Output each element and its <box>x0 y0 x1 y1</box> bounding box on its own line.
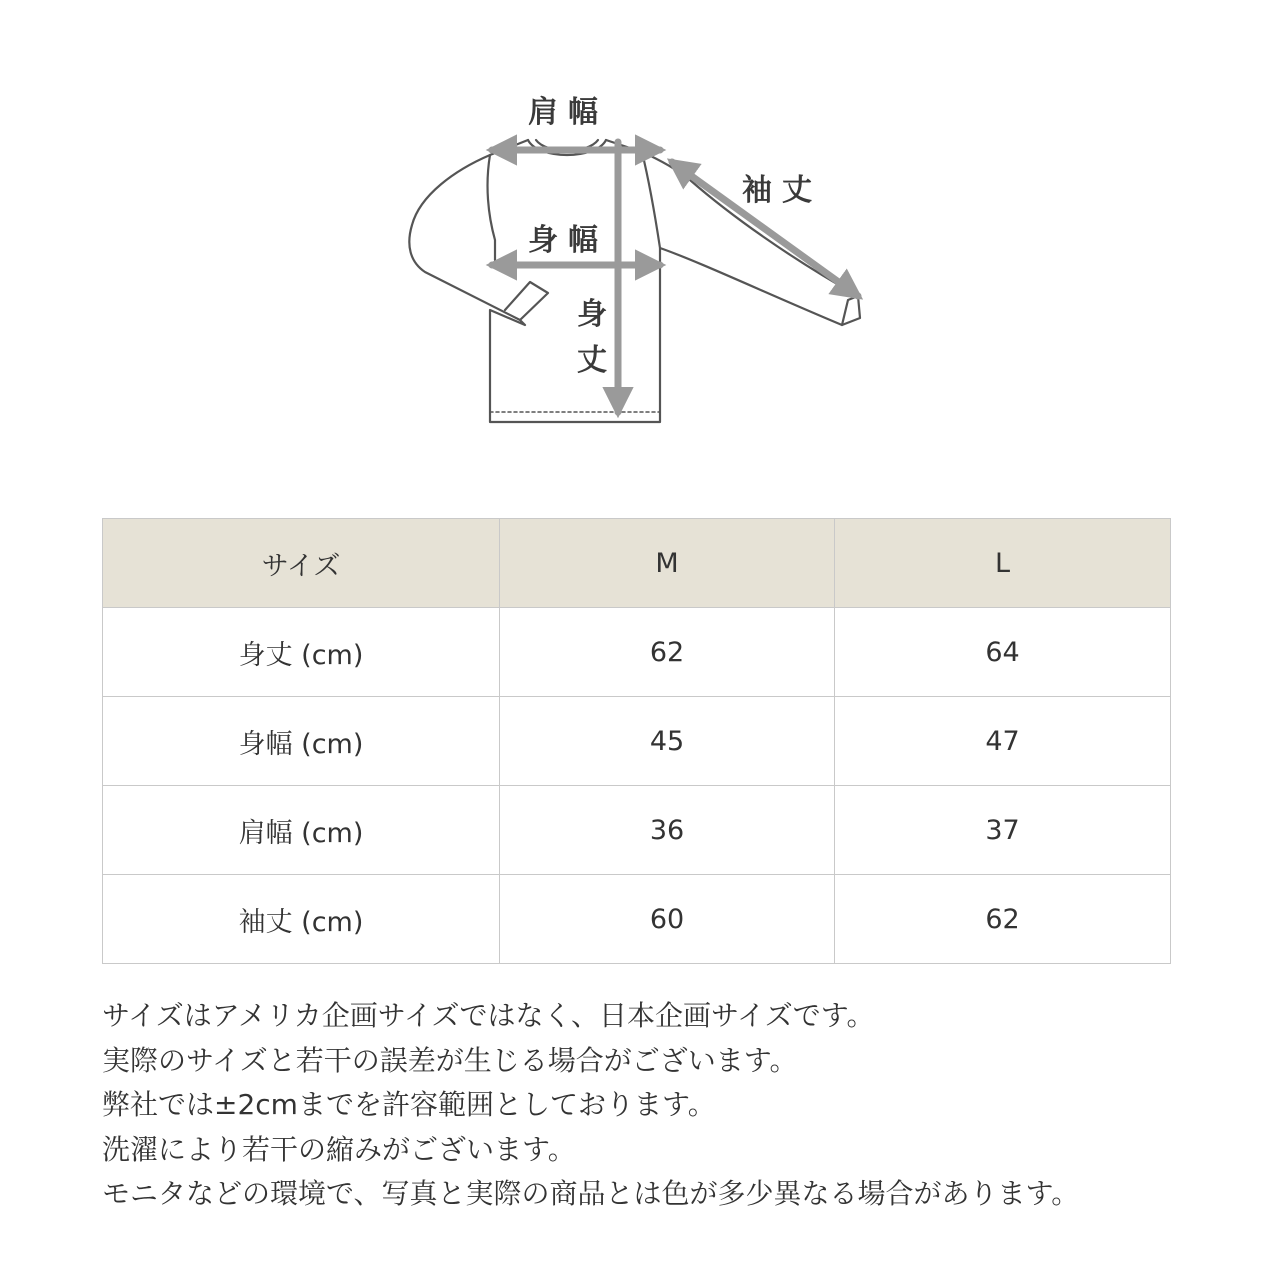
note-line: サイズはアメリカ企画サイズではなく、日本企画サイズです。 <box>102 999 875 1032</box>
note-line: 洗濯により若干の縮みがございます。 <box>102 1132 576 1166</box>
cell-value: 62 <box>500 608 835 697</box>
body-length-label-top: 身 <box>577 297 607 332</box>
body-length-label-bottom: 丈 <box>577 343 607 378</box>
size-header-m: M <box>500 519 835 608</box>
row-label: 肩幅 (cm) <box>103 786 500 875</box>
size-header-l: L <box>835 519 1171 608</box>
row-label: 身丈 (cm) <box>103 608 500 697</box>
note-line: 実際のサイズと若干の誤差が生じる場合がございます。 <box>102 1043 798 1077</box>
size-table <box>102 518 1171 964</box>
body-width-label: 身幅 <box>528 223 608 258</box>
cell-value: 47 <box>835 697 1171 786</box>
shoulder-width-label: 肩幅 <box>528 95 608 130</box>
table-row <box>103 786 1171 875</box>
cell-value: 37 <box>835 786 1171 875</box>
size-notes <box>102 994 1252 1217</box>
cell-value: 64 <box>835 608 1171 697</box>
measurement-diagram <box>0 0 1280 470</box>
sleeve-length-label: 袖丈 <box>742 173 822 208</box>
cell-value: 60 <box>500 875 835 964</box>
note-line: 弊社では±2cmまでを許容範囲としております。 <box>102 1088 716 1121</box>
table-row <box>103 697 1171 786</box>
size-header-label: サイズ <box>103 519 500 608</box>
table-row <box>103 875 1171 964</box>
row-label: 身幅 (cm) <box>103 697 500 786</box>
size-table-header-row <box>103 519 1171 608</box>
cell-value: 45 <box>500 697 835 786</box>
cell-value: 62 <box>835 875 1171 964</box>
cell-value: 36 <box>500 786 835 875</box>
row-label: 袖丈 (cm) <box>103 875 500 964</box>
table-row <box>103 608 1171 697</box>
note-line: モニタなどの環境で、写真と実際の商品とは色が多少異なる場合があります。 <box>102 1177 1080 1210</box>
